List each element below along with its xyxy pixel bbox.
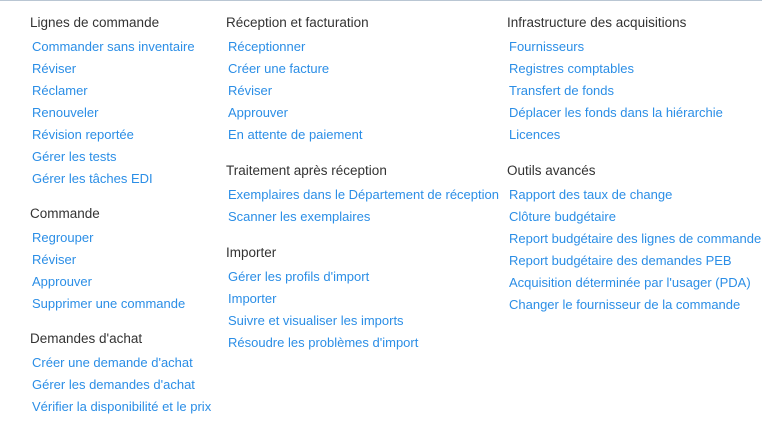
menu-item — [507, 206, 759, 228]
menu-item — [507, 184, 759, 206]
link-list — [30, 227, 220, 315]
link-list — [226, 266, 501, 354]
link-creer-facture[interactable]: Créer une facture — [228, 61, 330, 76]
section-commande — [30, 190, 220, 315]
link-creer-demande-achat[interactable]: Créer une demande d'achat — [32, 355, 193, 370]
link-reviser-ligne[interactable]: Réviser — [32, 61, 77, 76]
menu-item — [226, 310, 501, 332]
link-suivre-visualiser-imports[interactable]: Suivre et visualiser les imports — [228, 313, 404, 328]
menu-column-2 — [226, 1, 501, 354]
link-rapport-taux-change[interactable]: Rapport des taux de change — [509, 187, 673, 202]
link-reviser-facture[interactable]: Réviser — [228, 83, 273, 98]
link-list — [507, 184, 762, 316]
menu-column-3 — [507, 1, 762, 316]
menu-item — [226, 288, 501, 310]
section-traitement-apres-reception — [226, 146, 501, 228]
link-licences[interactable]: Licences — [509, 127, 561, 142]
link-list — [226, 36, 501, 146]
section-importer — [226, 228, 501, 354]
link-list — [507, 36, 759, 146]
menu-item — [30, 293, 220, 315]
link-deplacer-fonds-hierarchie[interactable]: Déplacer les fonds dans la hiérarchie — [509, 105, 723, 120]
link-regrouper[interactable]: Regrouper — [32, 230, 94, 245]
link-approuver-facture[interactable]: Approuver — [228, 105, 288, 120]
menu-item — [30, 168, 220, 190]
link-verifier-disponibilite-prix[interactable]: Vérifier la disponibilité et le prix — [32, 399, 212, 414]
menu-item — [226, 266, 501, 288]
section-reception-facturation — [226, 1, 501, 146]
link-revision-reportee[interactable]: Révision reportée — [32, 127, 134, 142]
menu-item — [30, 352, 220, 374]
menu-item — [30, 58, 220, 80]
link-list — [30, 352, 220, 418]
link-gerer-les-tests[interactable]: Gérer les tests — [32, 149, 117, 164]
link-transfert-fonds[interactable]: Transfert de fonds — [509, 83, 615, 98]
menu-item — [507, 124, 759, 146]
section-title: Commande — [30, 206, 100, 221]
link-changer-fournisseur[interactable]: Changer le fournisseur de la commande — [509, 297, 741, 312]
menu-item — [507, 272, 759, 294]
menu-item — [226, 206, 501, 228]
link-fournisseurs[interactable]: Fournisseurs — [509, 39, 585, 54]
link-gerer-taches-edi[interactable]: Gérer les tâches EDI — [32, 171, 153, 186]
menu-item — [226, 58, 501, 80]
link-resoudre-problemes-import[interactable]: Résoudre les problèmes d'import — [228, 335, 419, 350]
link-reviser-commande[interactable]: Réviser — [32, 252, 77, 267]
link-report-budgetaire-peb[interactable]: Report budgétaire des demandes PEB — [509, 253, 732, 268]
section-outils-avances — [507, 146, 762, 316]
section-title: Réception et facturation — [226, 15, 369, 30]
section-infrastructure-acquisitions — [507, 1, 759, 146]
menu-item — [507, 228, 762, 250]
link-acquisition-pda[interactable]: Acquisition déterminée par l'usager (PDA) — [509, 275, 751, 290]
section-title: Importer — [226, 245, 277, 260]
menu-item — [30, 146, 220, 168]
section-demandes-achat — [30, 315, 220, 418]
link-list — [30, 36, 220, 190]
menu-item — [226, 184, 501, 206]
link-renouveler[interactable]: Renouveler — [32, 105, 99, 120]
menu-item — [30, 396, 220, 418]
menu-item — [226, 36, 501, 58]
menu-item — [226, 102, 501, 124]
menu-item — [30, 124, 220, 146]
menu-item — [30, 227, 220, 249]
link-approuver-commande[interactable]: Approuver — [32, 274, 92, 289]
link-commander-sans-inventaire[interactable]: Commander sans inventaire — [32, 39, 195, 54]
menu-item — [507, 250, 759, 272]
menu-item — [226, 332, 501, 354]
menu-item — [226, 80, 501, 102]
section-title: Outils avancés — [507, 163, 596, 178]
link-reclamer[interactable]: Réclamer — [32, 83, 88, 98]
section-title: Lignes de commande — [30, 15, 160, 30]
menu-item — [30, 36, 220, 58]
section-lignes-de-commande — [30, 1, 220, 190]
section-title: Demandes d'achat — [30, 331, 143, 346]
link-list — [226, 184, 501, 228]
menu-item — [30, 102, 220, 124]
link-importer[interactable]: Importer — [228, 291, 277, 306]
menu-item — [507, 80, 759, 102]
link-cloture-budgetaire[interactable]: Clôture budgétaire — [509, 209, 616, 224]
link-report-budgetaire-lignes[interactable]: Report budgétaire des lignes de commande — [509, 231, 762, 246]
menu-item — [30, 374, 220, 396]
link-supprimer-commande[interactable]: Supprimer une commande — [32, 296, 186, 311]
link-gerer-demandes-achat[interactable]: Gérer les demandes d'achat — [32, 377, 195, 392]
menu-item — [30, 271, 220, 293]
link-gerer-profils-import[interactable]: Gérer les profils d'import — [228, 269, 370, 284]
menu-column-1 — [30, 1, 220, 418]
link-scanner-exemplaires[interactable]: Scanner les exemplaires — [228, 209, 371, 224]
menu-item — [226, 124, 501, 146]
menu-item — [507, 294, 759, 316]
menu-item — [507, 58, 759, 80]
link-receptionner[interactable]: Réceptionner — [228, 39, 306, 54]
section-title: Traitement après réception — [226, 163, 387, 178]
menu-item — [30, 249, 220, 271]
menu-item — [507, 102, 759, 124]
link-exemplaires-departement-reception[interactable]: Exemplaires dans le Département de réception — [228, 187, 499, 202]
link-registres-comptables[interactable]: Registres comptables — [509, 61, 634, 76]
menu-item — [30, 80, 220, 102]
section-title: Infrastructure des acquisitions — [507, 15, 687, 30]
link-en-attente-paiement[interactable]: En attente de paiement — [228, 127, 363, 142]
menu-item — [507, 36, 759, 58]
